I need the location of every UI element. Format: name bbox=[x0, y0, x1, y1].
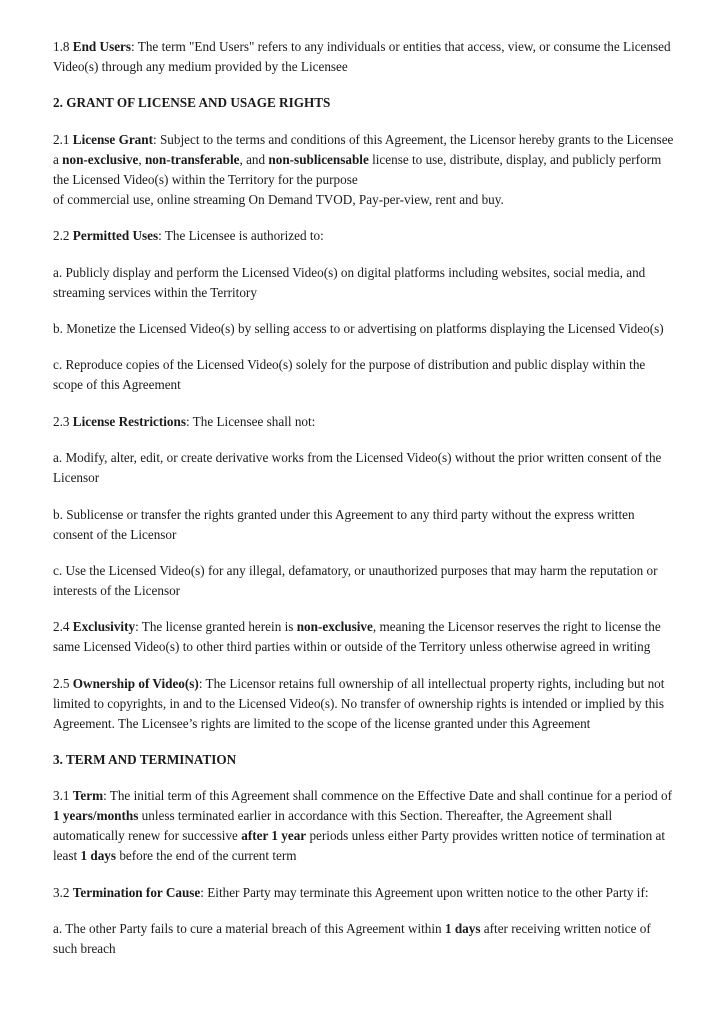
clause-number: 3.2 bbox=[53, 884, 73, 900]
defined-term: Termination for Cause bbox=[72, 884, 201, 900]
clause-2-2 bbox=[53, 226, 677, 246]
clause-number: 3.1 bbox=[53, 788, 73, 804]
clause-text: : Subject to the terms and conditions of this Agreement, the Licensor hereby grants to the Licensee a bbox=[53, 131, 674, 167]
emphasis-text: after 1 year bbox=[241, 828, 307, 844]
section-3-heading: 3. TERM AND TERMINATION bbox=[53, 752, 237, 768]
clause-number: 2.5 bbox=[53, 675, 73, 691]
clause-2-4 bbox=[53, 617, 677, 657]
clause-text: , bbox=[138, 151, 145, 167]
defined-term: License Restrictions bbox=[72, 413, 186, 429]
clause-number: 2.2 bbox=[53, 228, 73, 244]
list-item-3-2-a bbox=[53, 919, 677, 959]
clause-number: 2.1 bbox=[53, 131, 73, 147]
clause-text: : The term "End Users" refers to any individuals or entities that access, view, or consume the Licensed Video(s) through any medium provided by the Licensee bbox=[53, 39, 671, 74]
clause-2-3 bbox=[53, 412, 677, 432]
clause-number: 2.3 bbox=[53, 413, 73, 429]
clause-text: : The Licensee shall not: bbox=[185, 413, 316, 429]
emphasis-text: non-transferable bbox=[144, 151, 240, 167]
clause-text: after receiving written notice of such breach bbox=[53, 921, 651, 957]
defined-term: End Users bbox=[72, 39, 132, 54]
emphasis-text: non-sublicensable bbox=[268, 151, 369, 167]
list-item-2-2-b: b. Monetize the Licensed Video(s) by selling access to or advertising on platforms displaying the Licensed Video(s) bbox=[53, 320, 664, 336]
clause-text: license to use, distribute, display, and publicly perform the Licensed Video(s) within the Territory for the purpose bbox=[53, 151, 662, 187]
clause-text: unless terminated earlier in accordance with this Section. Thereafter, the Agreement shall automatically renew for successive bbox=[53, 808, 613, 844]
clause-text: : The Licensee is authorized to: bbox=[158, 228, 324, 244]
list-item-2-3-b: b. Sublicense or transfer the rights granted under this Agreement to any third party without the express written consent of the Licensor bbox=[53, 506, 635, 542]
clause-text: : The initial term of this Agreement shall commence on the Effective Date and shall continue for a period of bbox=[103, 788, 673, 804]
defined-term: Term bbox=[72, 788, 104, 804]
defined-term: Permitted Uses bbox=[72, 228, 159, 244]
clause-text: : The Licensor retains full ownership of all intellectual property rights, including but not limited to copyrights, in and to the Licensed Video(s). No transfer of ownership rights is intended or implied by this Agreement. The Licensee’s rights are limited to the scope of the license granted under this Agreement bbox=[53, 675, 665, 731]
list-item-2-2-a: a. Publicly display and perform the Licensed Video(s) on digital platforms including websites, social media, and streaming services within the Territory bbox=[53, 264, 646, 300]
clause-text: periods unless either Party provides written notice of termination at least bbox=[53, 828, 666, 864]
clause-text: a. The other Party fails to cure a material breach of this Agreement within bbox=[53, 921, 445, 937]
clause-number: 2.4 bbox=[53, 619, 73, 635]
emphasis-text: 1 years/months bbox=[53, 808, 139, 824]
clause-text: , meaning the Licensor reserves the right to license the same Licensed Video(s) to other third parties within or outside of the Territory unless otherwise agreed in writing bbox=[53, 619, 661, 655]
defined-term: Exclusivity bbox=[72, 619, 136, 635]
list-item-2-2-c: c. Reproduce copies of the Licensed Video(s) solely for the purpose of distribution and public display within the scope of this Agreement bbox=[53, 357, 646, 393]
clause-text: before the end of the current term bbox=[116, 848, 297, 864]
list-item-2-3-c: c. Use the Licensed Video(s) for any illegal, defamatory, or unauthorized purposes that may harm the reputation or interests of the Licensor bbox=[53, 562, 658, 598]
clause-text: of commercial use, online streaming On Demand TVOD, Pay-per-view, rent and buy. bbox=[53, 191, 504, 207]
section-2-heading: 2. GRANT OF LICENSE AND USAGE RIGHTS bbox=[53, 95, 331, 111]
clause-number: 1.8 bbox=[53, 39, 73, 54]
clause-text: , and bbox=[239, 151, 269, 167]
clause-text: : The license granted herein is bbox=[135, 619, 297, 635]
clause-1-8 bbox=[53, 37, 677, 77]
defined-term: Ownership of Video(s) bbox=[72, 675, 199, 691]
clause-3-1 bbox=[53, 786, 677, 866]
clause-2-1 bbox=[53, 130, 677, 210]
list-item-2-3-a: a. Modify, alter, edit, or create derivative works from the Licensed Video(s) without the prior written consent of the Licensor bbox=[53, 450, 662, 486]
clause-3-2 bbox=[53, 883, 677, 903]
clause-2-5 bbox=[53, 674, 677, 734]
clause-text: : Either Party may terminate this Agreement upon written notice to the other Party if: bbox=[200, 884, 649, 900]
emphasis-text: non-exclusive bbox=[62, 151, 139, 167]
emphasis-text: 1 days bbox=[444, 921, 481, 937]
emphasis-text: non-exclusive bbox=[296, 619, 373, 635]
defined-term: License Grant bbox=[72, 131, 153, 147]
emphasis-text: 1 days bbox=[80, 848, 117, 864]
